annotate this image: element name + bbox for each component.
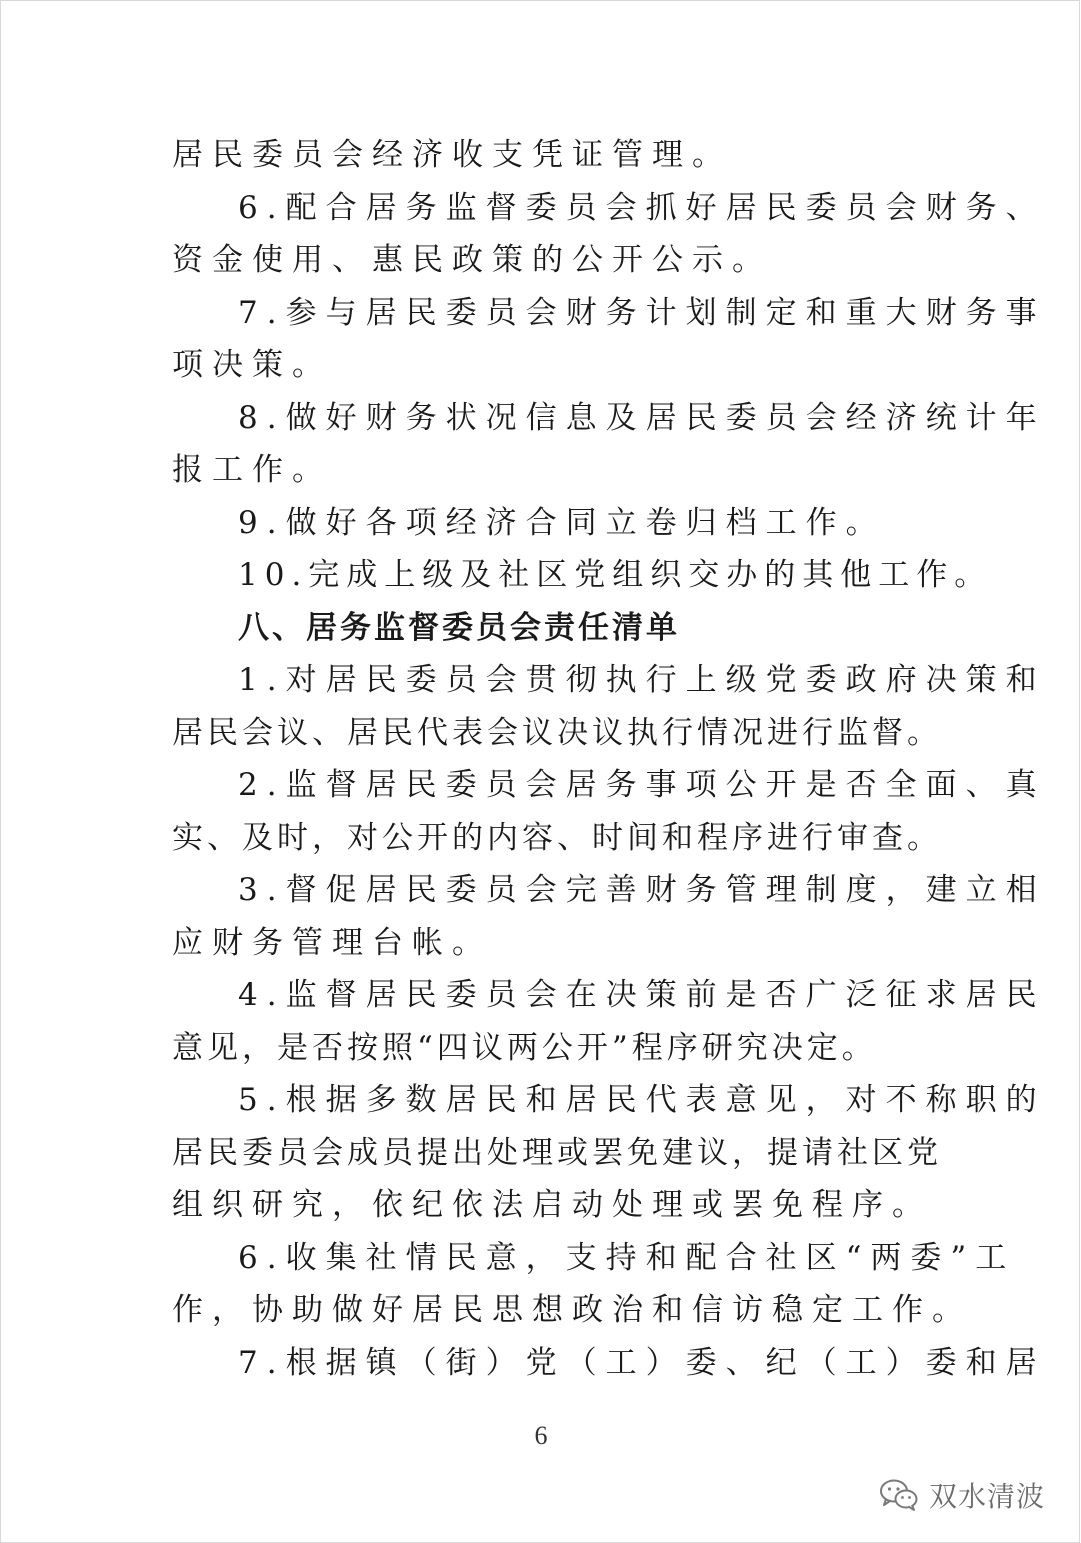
watermark-text: 双水清波 xyxy=(928,1480,1045,1513)
text-line: 意见，是否按照“四议两公开”程序研究决定。 xyxy=(172,1029,877,1066)
text-line: 1.对居民委员会贯彻执行上级党委政府决策和 xyxy=(238,662,1046,698)
text-line: 居民会议、居民代表会议决议执行情况进行监督。 xyxy=(172,714,942,751)
text-line: 9.做好各项经济合同立卷归档工作。 xyxy=(238,504,886,541)
text-line: 居民委员会成员提出处理或罢免建议，提请社区党 xyxy=(172,1134,942,1171)
text-line: 2.监督居民委员会居务事项公开是否全面、真 xyxy=(238,767,1046,803)
text-line: 资金使用、惠民政策的公开公示。 xyxy=(172,242,772,278)
text-line: 6.配合居务监督委员会抓好居民委员会财务、 xyxy=(238,189,1046,226)
text-line: 4.监督居民委员会在决策前是否广泛征求居民 xyxy=(238,977,1046,1013)
text-line: 6.收集社情民意，支持和配合社区“两委”工 xyxy=(238,1239,1016,1276)
text-line: 应财务管理台帐。 xyxy=(172,924,492,961)
text-line: 作，协助做好居民思想政治和信访稳定工作。 xyxy=(172,1292,972,1328)
text-line: 8.做好财务状况信息及居民委员会经济统计年 xyxy=(238,399,1046,436)
text-line: 项决策。 xyxy=(172,347,332,383)
text-line: 实、及时，对公开的内容、时间和程序进行审查。 xyxy=(172,819,942,856)
wechat-icon xyxy=(879,1478,919,1512)
text-line: 居民委员会经济收支凭证管理。 xyxy=(172,137,732,173)
text-line: 3.督促居民委员会完善财务管理制度，建立相 xyxy=(238,872,1046,908)
text-line: 7.根据镇（街）党（工）委、纪（工）委和居 xyxy=(238,1344,1046,1381)
watermark xyxy=(879,1475,1045,1515)
page-number: 6 xyxy=(534,1421,548,1450)
text-line: 10.完成上级及社区党组织交办的其他工作。 xyxy=(238,557,993,593)
text-line: 5.根据多数居民和居民代表意见，对不称职的 xyxy=(238,1082,1046,1118)
text-line: 报工作。 xyxy=(172,452,332,488)
section-heading: 八、居务监督委员会责任清单 xyxy=(238,609,680,646)
document-body xyxy=(172,129,1046,1389)
text-line: 7.参与居民委员会财务计划制定和重大财务事 xyxy=(238,294,1046,331)
text-line: 组织研究，依纪依法启动处理或罢免程序。 xyxy=(172,1187,932,1223)
